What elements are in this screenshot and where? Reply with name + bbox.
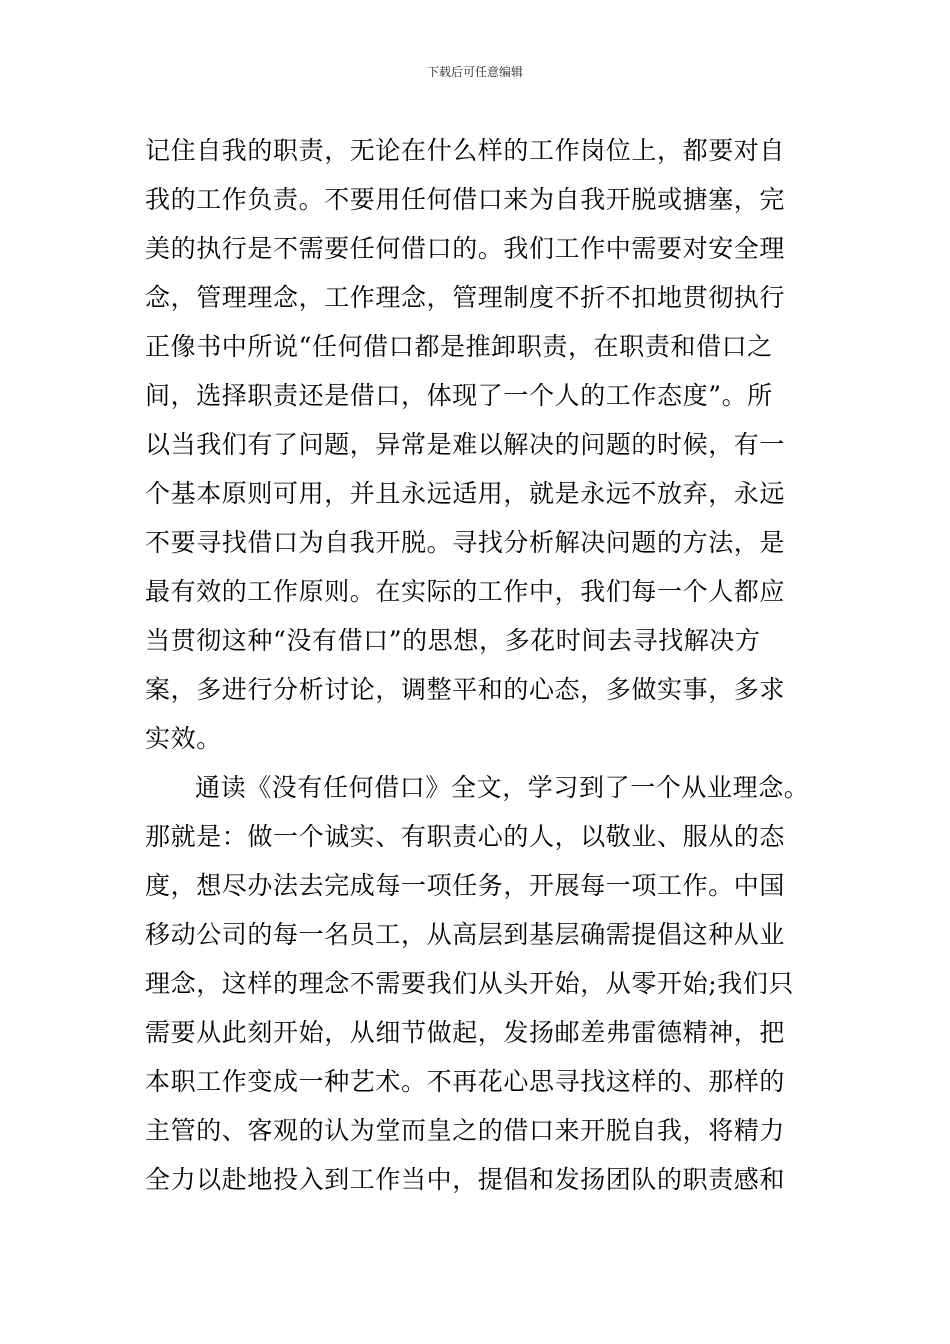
text-line: 实效。 [145, 724, 222, 753]
text-line: 案，多进行分析讨论，调整平和的心态，多做实事，多求 [145, 675, 786, 704]
text-line: 本职工作变成一种艺术。不再花心思寻找这样的、那样的 [145, 1067, 786, 1096]
text-line: 美的执行是不需要任何借口的。我们工作中需要对安全理 [145, 234, 786, 263]
text-line: 以当我们有了问题，异常是难以解决的问题的时候，有一 [145, 430, 786, 459]
text-line: 间，选择职责还是借口，体现了一个人的工作态度”。所 [145, 381, 773, 410]
text-line: 度，想尽办法去完成每一项任务，开展每一项工作。中国 [145, 871, 786, 900]
text-line: 需要从此刻开始，从细节做起，发扬邮差弗雷德精神，把 [145, 1018, 786, 1047]
paragraph-start-line: 通读《没有任何借口》全文，学习到了一个从业理念。 [195, 773, 810, 802]
text-line: 最有效的工作原则。在实际的工作中，我们每一个人都应 [145, 577, 786, 606]
text-line: 个基本原则可用，并且永远适用，就是永远不放弃，永远 [145, 479, 786, 508]
text-line: 不要寻找借口为自我开脱。寻找分析解决问题的方法，是 [145, 528, 786, 557]
text-line: 记住自我的职责，无论在什么样的工作岗位上，都要对自 [145, 136, 786, 165]
text-line: 理念，这样的理念不需要我们从头开始，从零开始;我们只 [145, 969, 795, 998]
document-body [145, 126, 815, 1204]
text-line: 全力以赴地投入到工作当中，提倡和发扬团队的职责感和 [145, 1165, 786, 1194]
text-line: 移动公司的每一名员工，从高层到基层确需提倡这种从业 [145, 920, 786, 949]
text-line: 我的工作负责。不要用任何借口来为自我开脱或搪塞，完 [145, 185, 786, 214]
page-header: 下载后可任意编辑 [426, 65, 523, 79]
text-line: 正像书中所说“任何借口都是推卸职责，在职责和借口之 [145, 332, 773, 361]
text-line: 那就是：做一个诚实、有职责心的人，以敬业、服从的态 [145, 822, 786, 851]
text-line: 主管的、客观的认为堂而皇之的借口来开脱自我，将精力 [145, 1116, 786, 1145]
text-line: 念，管理理念，工作理念，管理制度不折不扣地贯彻执行 [145, 283, 786, 312]
text-line: 当贯彻这种“没有借口”的思想，多花时间去寻找解决方 [145, 626, 761, 655]
